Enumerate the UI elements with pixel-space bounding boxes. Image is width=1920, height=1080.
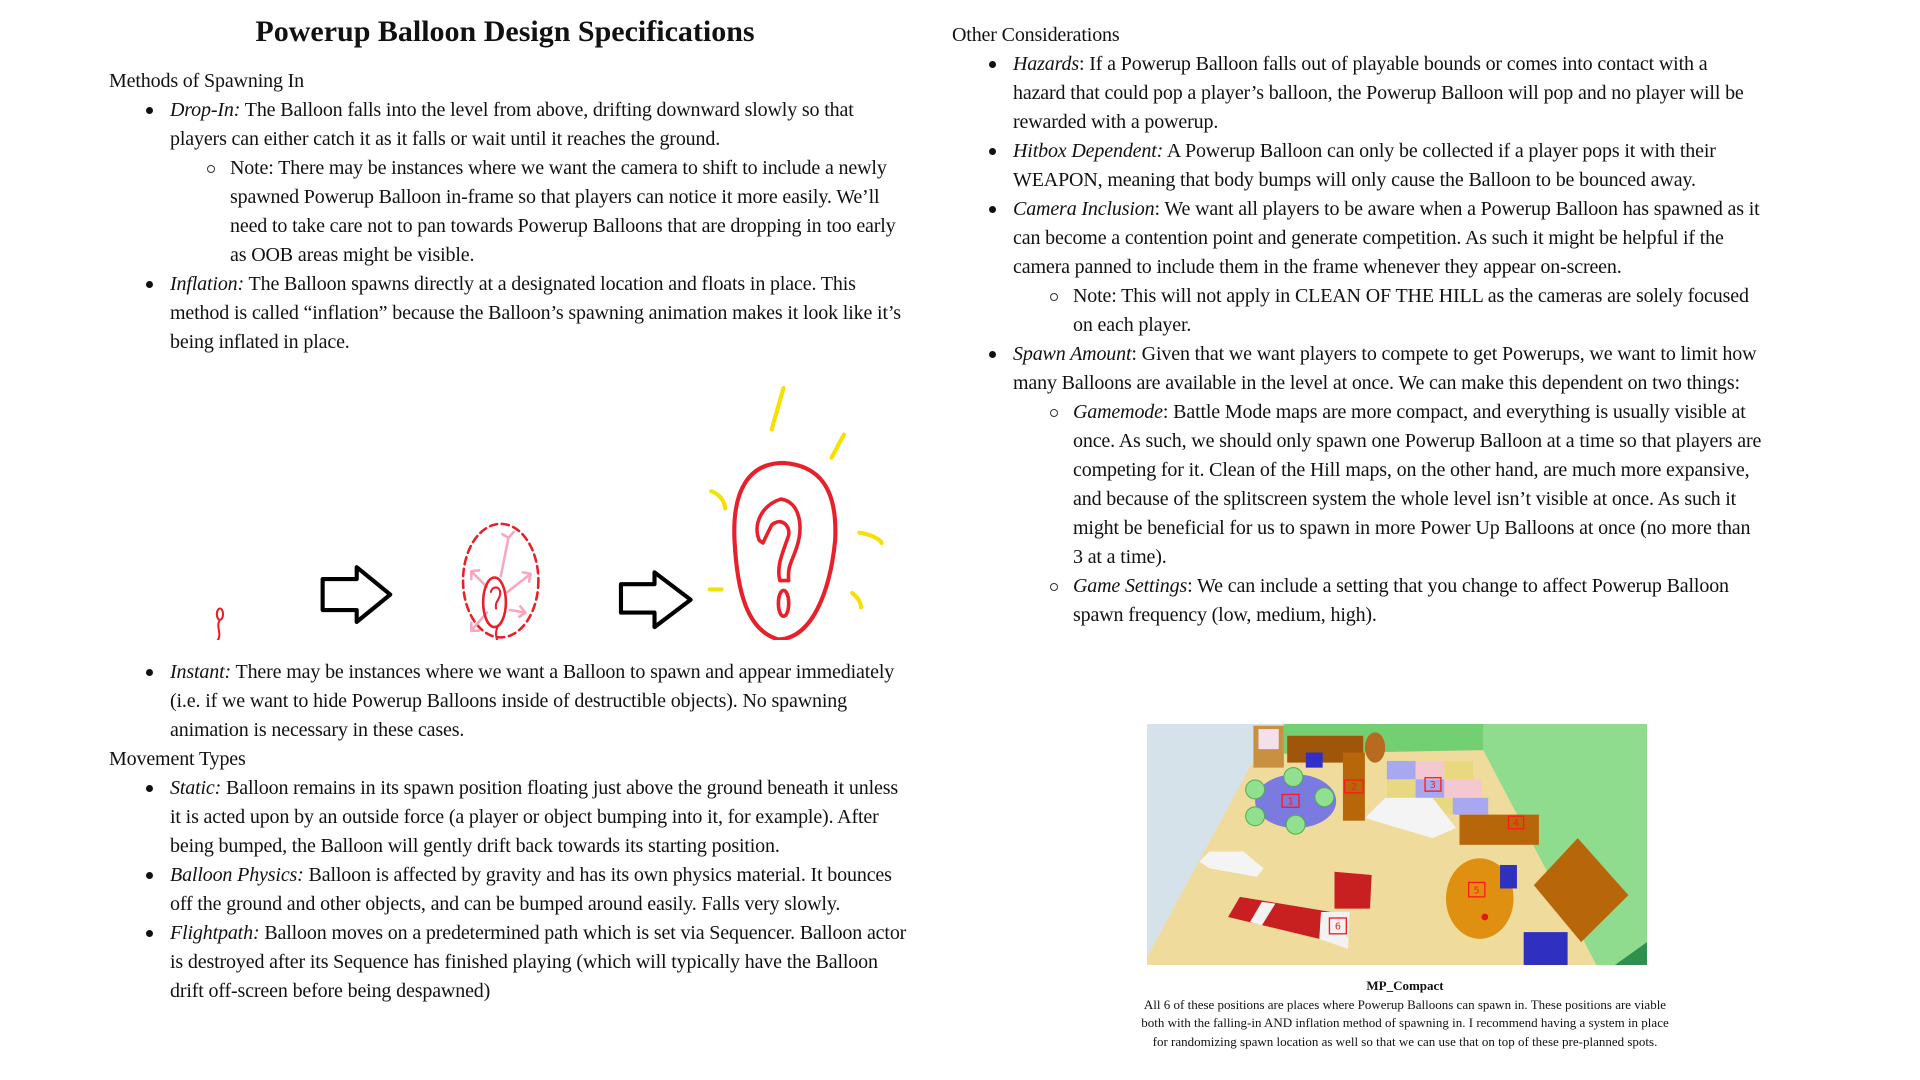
low-shelf — [1460, 815, 1539, 845]
list-item-hazards — [952, 50, 1762, 137]
page-title: Powerup Balloon Design Specifications — [255, 15, 755, 48]
list-item-balloon-physics — [109, 861, 909, 919]
inflated-balloon-icon — [710, 388, 882, 640]
item-label: Game Settings — [1073, 575, 1188, 597]
sub-list — [1013, 398, 1762, 630]
chair — [1500, 865, 1517, 888]
item-label: Flightpath: — [170, 922, 260, 944]
inflation-sketch — [110, 370, 910, 640]
item-label: Drop-In: — [170, 99, 241, 121]
list-item-instant — [109, 658, 909, 745]
movement-list — [109, 774, 909, 1006]
item-text: : We want all players to be aware when a Powerup Balloon has spawned as it can become a contention point and generate competition. As such it might be helpful if the camera panned to include them in the frame whenever they appear on-screen. — [1013, 198, 1760, 278]
spawn-marker-6: 6 — [1334, 921, 1341, 933]
tiny-balloon-icon — [217, 608, 224, 640]
section-heading-movement: Movement Types — [109, 748, 246, 770]
list-item-hitbox — [952, 137, 1762, 195]
sub-item-gamemode — [1013, 398, 1762, 572]
item-label: Camera Inclusion — [1013, 198, 1155, 220]
figure-caption — [1140, 977, 1670, 1051]
item-text: : We can include a setting that you change to affect Powerup Balloon spawn frequency (low, medium, high). — [1073, 575, 1729, 626]
item-label: Balloon Physics: — [170, 864, 304, 886]
list-item-spawn-amount — [952, 340, 1762, 630]
item-text: A Powerup Balloon can only be collected if a player pops it with their WEAPON, meaning that body bumps will only cause the Balloon to be bounced away. — [1013, 140, 1716, 191]
toy-box — [1306, 753, 1323, 768]
spawning-list-continued — [109, 658, 909, 745]
spawning-list — [109, 96, 909, 357]
list-item-drop-in — [109, 96, 909, 270]
spawn-marker-1: 1 — [1287, 796, 1294, 808]
item-text: The Balloon spawns directly at a designated location and floats in place. This method is called “inflation” because the Balloon’s spawning animation makes it look like it’s being inflated in place. — [170, 273, 901, 353]
list-item-camera-inclusion — [952, 195, 1762, 340]
item-text: Balloon is affected by gravity and has its own physics material. It bounces off the ground and other objects, and can be bumped around easily. Falls very slowly. — [170, 864, 892, 915]
arrow-right-icon — [323, 567, 391, 622]
item-text: : Given that we want players to compete to get Powerups, we want to limit how many Balloons are available in the level at once. We can make this dependent on two things: — [1013, 343, 1757, 394]
list-item-inflation — [109, 270, 909, 357]
inflating-balloon-icon — [463, 524, 538, 640]
level-screenshot — [1147, 724, 1647, 965]
section-heading-spawning: Methods of Spawning In — [109, 70, 305, 92]
list-item-static — [109, 774, 909, 861]
sub-item-note — [170, 154, 909, 270]
sub-item-game-settings — [1013, 572, 1762, 630]
item-text: Note: This will not apply in CLEAN OF THE HILL as the cameras are solely focused on each player. — [1073, 285, 1749, 336]
considerations-list — [952, 50, 1762, 630]
teddy-bear — [1365, 732, 1385, 762]
spawn-marker-5: 5 — [1473, 885, 1480, 897]
spawn-marker-3: 3 — [1429, 780, 1436, 792]
list-item-flightpath — [109, 919, 909, 1006]
section-heading-other: Other Considerations — [952, 24, 1120, 46]
item-text: The Balloon falls into the level from above, drifting downward slowly so that players can either catch it as it falls or wait until it reaches the ground. — [170, 99, 854, 150]
item-label: Hazards — [1013, 53, 1080, 75]
ball — [1481, 914, 1488, 921]
item-text: Balloon moves on a predetermined path which is set via Sequencer. Balloon actor is destroyed after its Sequence has finished playing (which will typically have the Balloon drift off-screen before being despawned) — [170, 922, 907, 1002]
caption-text: All 6 of these positions are places where Powerup Balloons can spawn in. These positions are viable both with the falling-in AND inflation method of spawning in. I recommend having a system in place for randomizing spawn location as well so that we can use that on top of these pre-planned spots. — [1141, 996, 1669, 1049]
spawn-marker-2: 2 — [1350, 782, 1357, 794]
sub-list — [170, 154, 909, 270]
right-column — [952, 21, 1762, 630]
arrow-right-icon — [621, 572, 691, 627]
item-text: : If a Powerup Balloon falls out of playable bounds or comes into contact with a hazard that could pop a player’s balloon, the Powerup Balloon will pop and no player will be rewarded with a powerup. — [1013, 53, 1744, 133]
item-text: Balloon remains in its spawn position floating just above the ground beneath it unless it is acted upon by an outside force (a player or object bumping into it, for example). After being bumped, the Balloon will gently drift back towards its starting position. — [170, 777, 899, 857]
chair — [1524, 932, 1568, 965]
item-label: Inflation: — [170, 273, 245, 295]
item-label: Instant: — [170, 661, 232, 683]
item-label: Gamemode — [1073, 401, 1163, 423]
caption-title: MP_Compact — [1366, 978, 1444, 993]
item-text: : Battle Mode maps are more compact, and everything is usually visible at once. As such, we should only spawn one Powerup Balloon at a time so that players are competing for it. Clean of the Hill maps, on the other hand, are much more expansive, and because of the splitscreen system the whole level isn’t visible at once. As such it might be beneficial for us to spawn in more Power Up Balloons at once (no more than 3 at a time). — [1073, 401, 1762, 568]
item-text: Note: There may be instances where we want the camera to shift to include a newly spawned Powerup Balloon in-frame so that players can notice it more easily. We’ll need to take care not to pan towards Powerup Balloons that are dropping in too early as OOB areas might be visible. — [230, 157, 896, 266]
sub-list — [1013, 282, 1762, 340]
item-label: Spawn Amount — [1013, 343, 1132, 365]
item-label: Static: — [170, 777, 222, 799]
red-mat — [1335, 872, 1372, 909]
item-text: There may be instances where we want a Balloon to spawn and appear immediately (i.e. if we want to hide Powerup Balloons inside of destructible objects). No spawning animation is necessary in these cases. — [170, 661, 895, 741]
item-label: Hitbox Dependent: — [1013, 140, 1164, 162]
spawn-marker-4: 4 — [1512, 818, 1519, 830]
sub-item-note — [1013, 282, 1762, 340]
easel-canvas — [1258, 729, 1278, 749]
